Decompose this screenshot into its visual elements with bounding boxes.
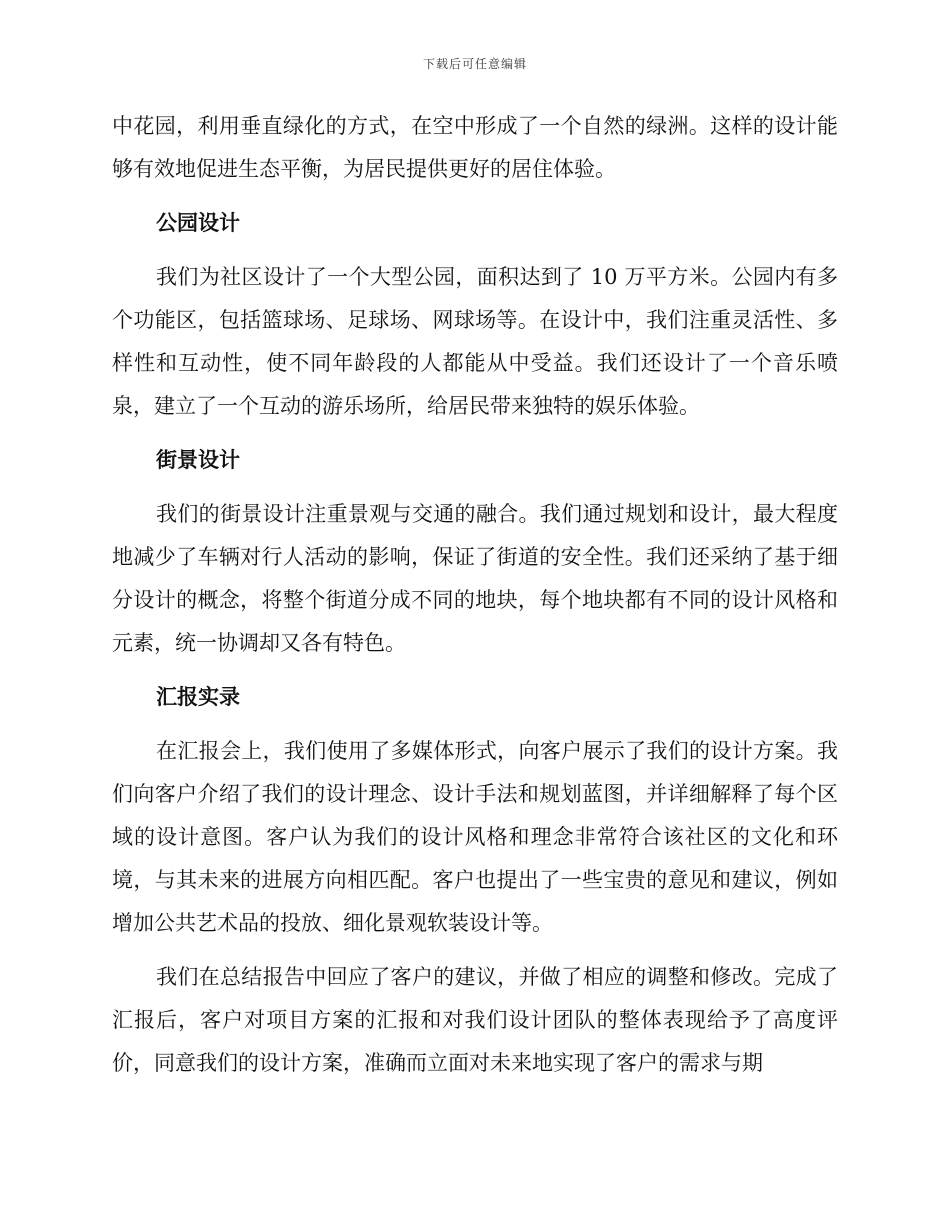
park-design-paragraph: 我们为社区设计了一个大型公园，面积达到了 10 万平方米。公园内有多个功能区，包括篮球场、足球场、网球场等。在设计中，我们注重灵活性、多样性和互动性，使不同年龄段的人都能从中受益。我们还设计了一个音乐喷泉，建立了一个互动的游乐场所，给居民带来独特的娱乐体验。 [112, 265, 838, 418]
street-design-paragraph: 我们的街景设计注重景观与交通的融合。我们通过规划和设计，最大程度地减少了车辆对行人活动的影响，保证了街道的安全性。我们还采纳了基于细分设计的概念，将整个街道分成不同的地块，每个地块都有不同的设计风格和元素，统一协调却又各有特色。 [112, 502, 838, 655]
street-design-heading: 街景设计 [156, 448, 240, 472]
page-header: 下载后可任意编辑 [422, 57, 527, 71]
report-record-heading: 汇报实录 [156, 685, 240, 709]
report-record-paragraph-1: 在汇报会上，我们使用了多媒体形式，向客户展示了我们的设计方案。我们向客户介绍了我们的设计理念、设计手法和规划蓝图，并详细解释了每个区域的设计意图。客户认为我们的设计风格和理念非常符合该社区的文化和环境，与其未来的进展方向相匹配。客户也提出了一些宝贵的意见和建议，例如增加公共艺术品的投放、细化景观软装设计等。 [112, 739, 838, 935]
intro-continued-paragraph: 中花园，利用垂直绿化的方式，在空中形成了一个自然的绿洲。这样的设计能够有效地促进生态平衡，为居民提供更好的居住体验。 [112, 114, 838, 181]
park-design-heading: 公园设计 [156, 211, 240, 235]
report-record-paragraph-2: 我们在总结报告中回应了客户的建议，并做了相应的调整和修改。完成了汇报后，客户对项目方案的汇报和对我们设计团队的整体表现给予了高度评价，同意我们的设计方案，准确而立面对未来地实现了客户的需求与期 [112, 965, 838, 1075]
document-body [112, 105, 838, 1096]
